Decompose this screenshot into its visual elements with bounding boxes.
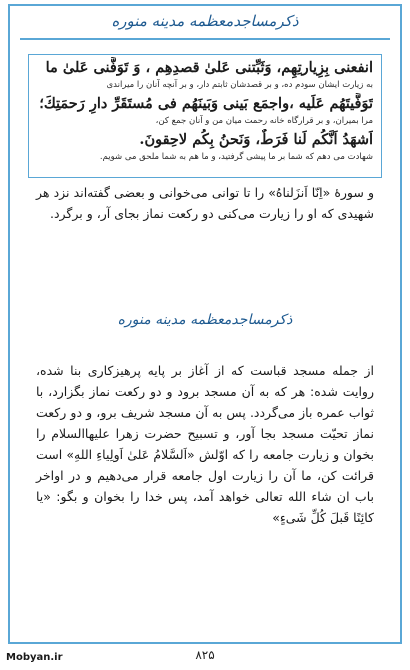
section-title: ذکرمساجدمعظمه مدینه منوره: [117, 312, 293, 328]
paragraph-surah: و سورۀ «اِنّا اَنزَلناهُ» را تا توانی می‌خوانی و بعضی گفته‌اند نزد هر شهیدی که او را زیارت می‌کنی دو رکعت نماز بجای آر، و برگرد.: [36, 185, 374, 221]
translation-line: مرا بمیران، و بر قرارگاه خانه رحمت میان من و آنان جمع کن،: [155, 116, 373, 126]
page-number: ۸۲۵: [195, 648, 215, 662]
translation-line: به زیارت ایشان سودم ده، و بر قصدشان ثابتم دار، و بر آنچه آنان را میراندی: [106, 80, 373, 90]
header-title: ذکرمساجدمعظمه مدینه منوره: [111, 12, 299, 30]
site-watermark: Mobyan.ir: [6, 652, 63, 663]
arabic-line: اَشهَدُ اَنَّکُم لَنا فَرَطٌ، وَنَحنُ بِکُم لاحِقونَ.: [139, 131, 373, 148]
header-divider: [20, 38, 390, 40]
translation-line: شهادت می دهم که شما بر ما پیشی گرفتید، و ما هم به شما ملحق می شویم.: [99, 152, 373, 162]
arabic-line: انفعنی بِزِیارتِهِم، وَثَبِّتنی عَلیٰ قصدِهِم ، وَ تَوَفَّنی عَلیٰ ما: [45, 59, 373, 76]
arabic-prayer-box: [28, 54, 382, 178]
page-frame: [8, 4, 402, 644]
paragraph-quba-mosque: از جمله مسجد قباست که از آغاز بر پایه پرهیزکاری بنا شده، روایت شده: هر که به آن مسجد برود و دو رکعت نماز بگزارد، با ثواب عمره باز می‌گردد. پس به آن مسجد شریف برو، و دو رکعت نماز تحیّت مسجد بجا آور، و تسبیح حضرت زهرا عليها‌السلام را بخوان و زیارت جامعه را که اوّلش «اَلسَّلامُ عَلیٰ اَولِیاءِ اللهِ» است قرائت کن، ما آن را زیارت اول جامعه قرار می‌دهیم و در اواخر باب ان شاء الله تعالی خواهد آمد، پس خدا را بخوان و بگو: «یا کائِنًا قَبلَ کُلِّ شَیءٍ»: [36, 363, 374, 525]
arabic-line: تَوَفَّیتَهُم عَلَیه ،واجمَع بَینی وَبَینَهُم فی مُستَقَرِّ دارِ رَحمَتِكَ؛: [39, 95, 373, 112]
